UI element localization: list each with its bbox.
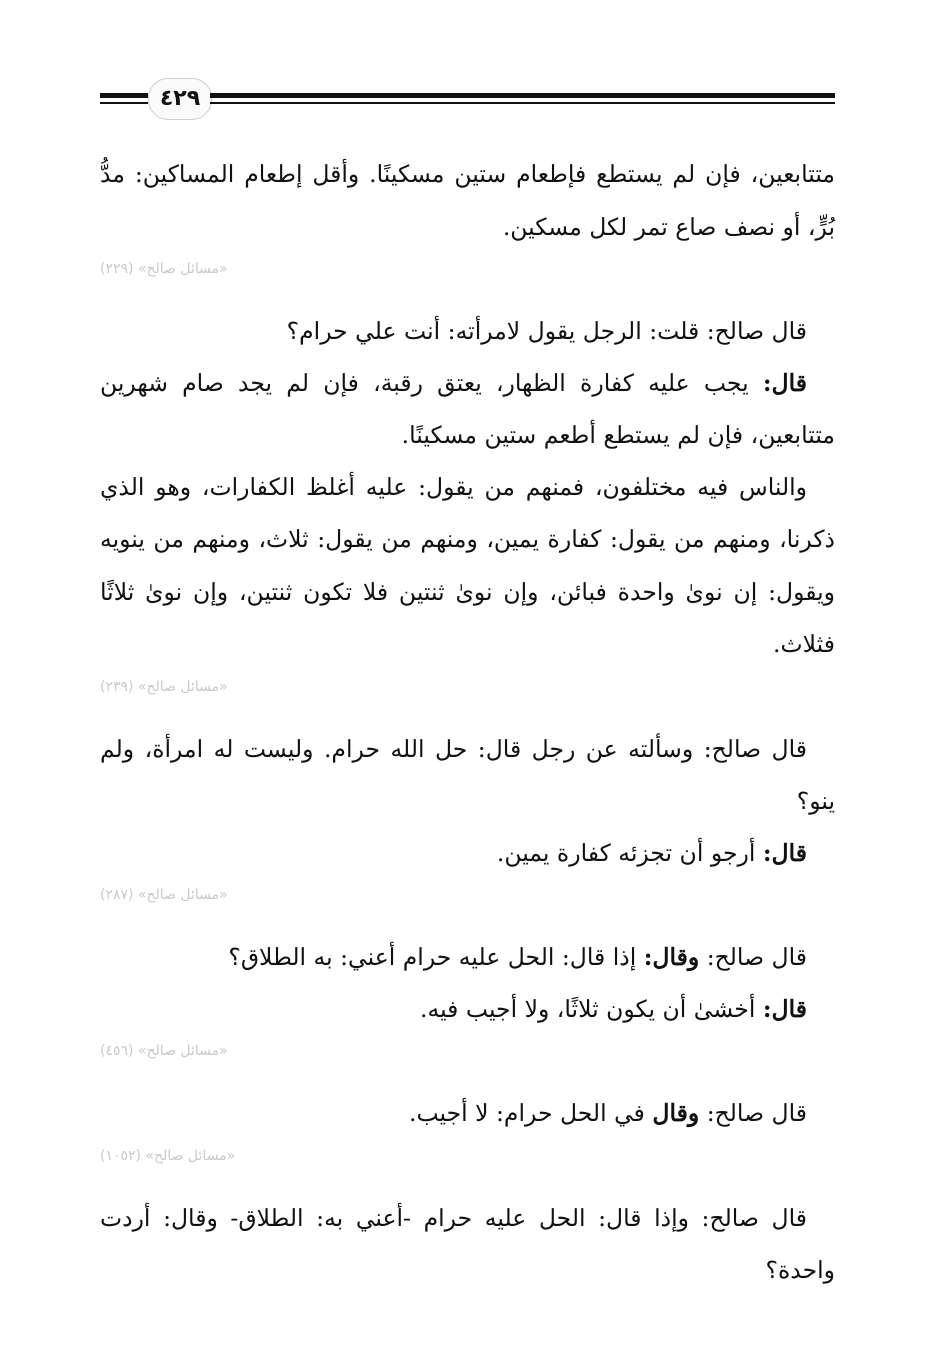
answer-label: قال: xyxy=(762,994,807,1023)
paragraph xyxy=(100,931,835,984)
paragraph: متتابعين، فإن لم يستطع فإطعام ستين مسكينًا. وأقل إطعام المساكين: مدُّ بُرٍّ، أو نصف صاع تمر لكل مسكين. xyxy=(100,160,835,241)
answer-label: وقال xyxy=(652,1099,700,1127)
paragraph: والناس فيه مختلفون، فمنهم من يقول: عليه أغلظ الكفارات، وهو الذي ذكرنا، ومنهم من يقول: كفارة يمين، ومنهم من يقول: ثلاث، ومنهم من ينويه ويقول: إن نوىٰ واحدة فبائن، وإن نوىٰ ثنتين فلا تكون ثنتين، وإن نوىٰ ثلاثًا فثلاث. xyxy=(100,472,835,658)
paragraph: قال صالح: وسألته عن رجل قال: حل الله حرام. وليست له امرأة، ولم ينو؟ xyxy=(100,734,835,815)
paragraph xyxy=(100,827,835,880)
page-body xyxy=(100,148,835,1297)
paragraph-text: أخشىٰ أن يكون ثلاثًا، ولا أجيب فيه. xyxy=(420,994,763,1023)
answer-label: قال: xyxy=(762,368,807,397)
header-rule xyxy=(210,93,835,98)
paragraph xyxy=(100,357,835,462)
answer-label: قال: xyxy=(762,838,807,867)
source-reference: «مسائل صالح» (٢٨٧) xyxy=(100,887,228,903)
paragraph xyxy=(100,1087,835,1140)
paragraph-text: قال صالح: xyxy=(699,943,807,971)
page-header xyxy=(100,78,835,122)
page-number-ornament xyxy=(148,78,212,120)
source-reference: «مسائل صالح» (٤٥٦) xyxy=(100,1043,228,1059)
page-number: ٤٢٩ xyxy=(159,86,201,111)
paragraph xyxy=(100,983,835,1036)
source-reference: «مسائل صالح» (١٠٥٢) xyxy=(100,1147,236,1164)
paragraph-text: أرجو أن تجزئه كفارة يمين. xyxy=(496,838,763,867)
paragraph-text: قال صالح: xyxy=(699,1099,807,1127)
paragraph: قال صالح: قلت: الرجل يقول لامرأته: أنت علي حرام؟ xyxy=(286,317,807,345)
answer-label: وقال: xyxy=(643,943,700,971)
paragraph-text: إذا قال: الحل عليه حرام أعني: به الطلاق؟ xyxy=(228,943,644,971)
paragraph: قال صالح: وإذا قال: الحل عليه حرام -أعني به: الطلاق- وقال: أردت واحدة؟ xyxy=(100,1203,835,1284)
header-rule xyxy=(100,93,148,98)
header-rule xyxy=(210,102,835,104)
source-reference: «مسائل صالح» (٢٢٩) xyxy=(100,261,228,277)
paragraph-text: في الحل حرام: لا أجيب. xyxy=(408,1099,653,1127)
paragraph-text: يجب عليه كفارة الظهار، يعتق رقبة، فإن لم يجد صام شهرين متتابعين، فإن لم يستطع أطعم ستين مسكينًا. xyxy=(100,368,835,449)
header-rule xyxy=(100,102,148,104)
source-reference: «مسائل صالح» (٢٣٩) xyxy=(100,678,228,695)
